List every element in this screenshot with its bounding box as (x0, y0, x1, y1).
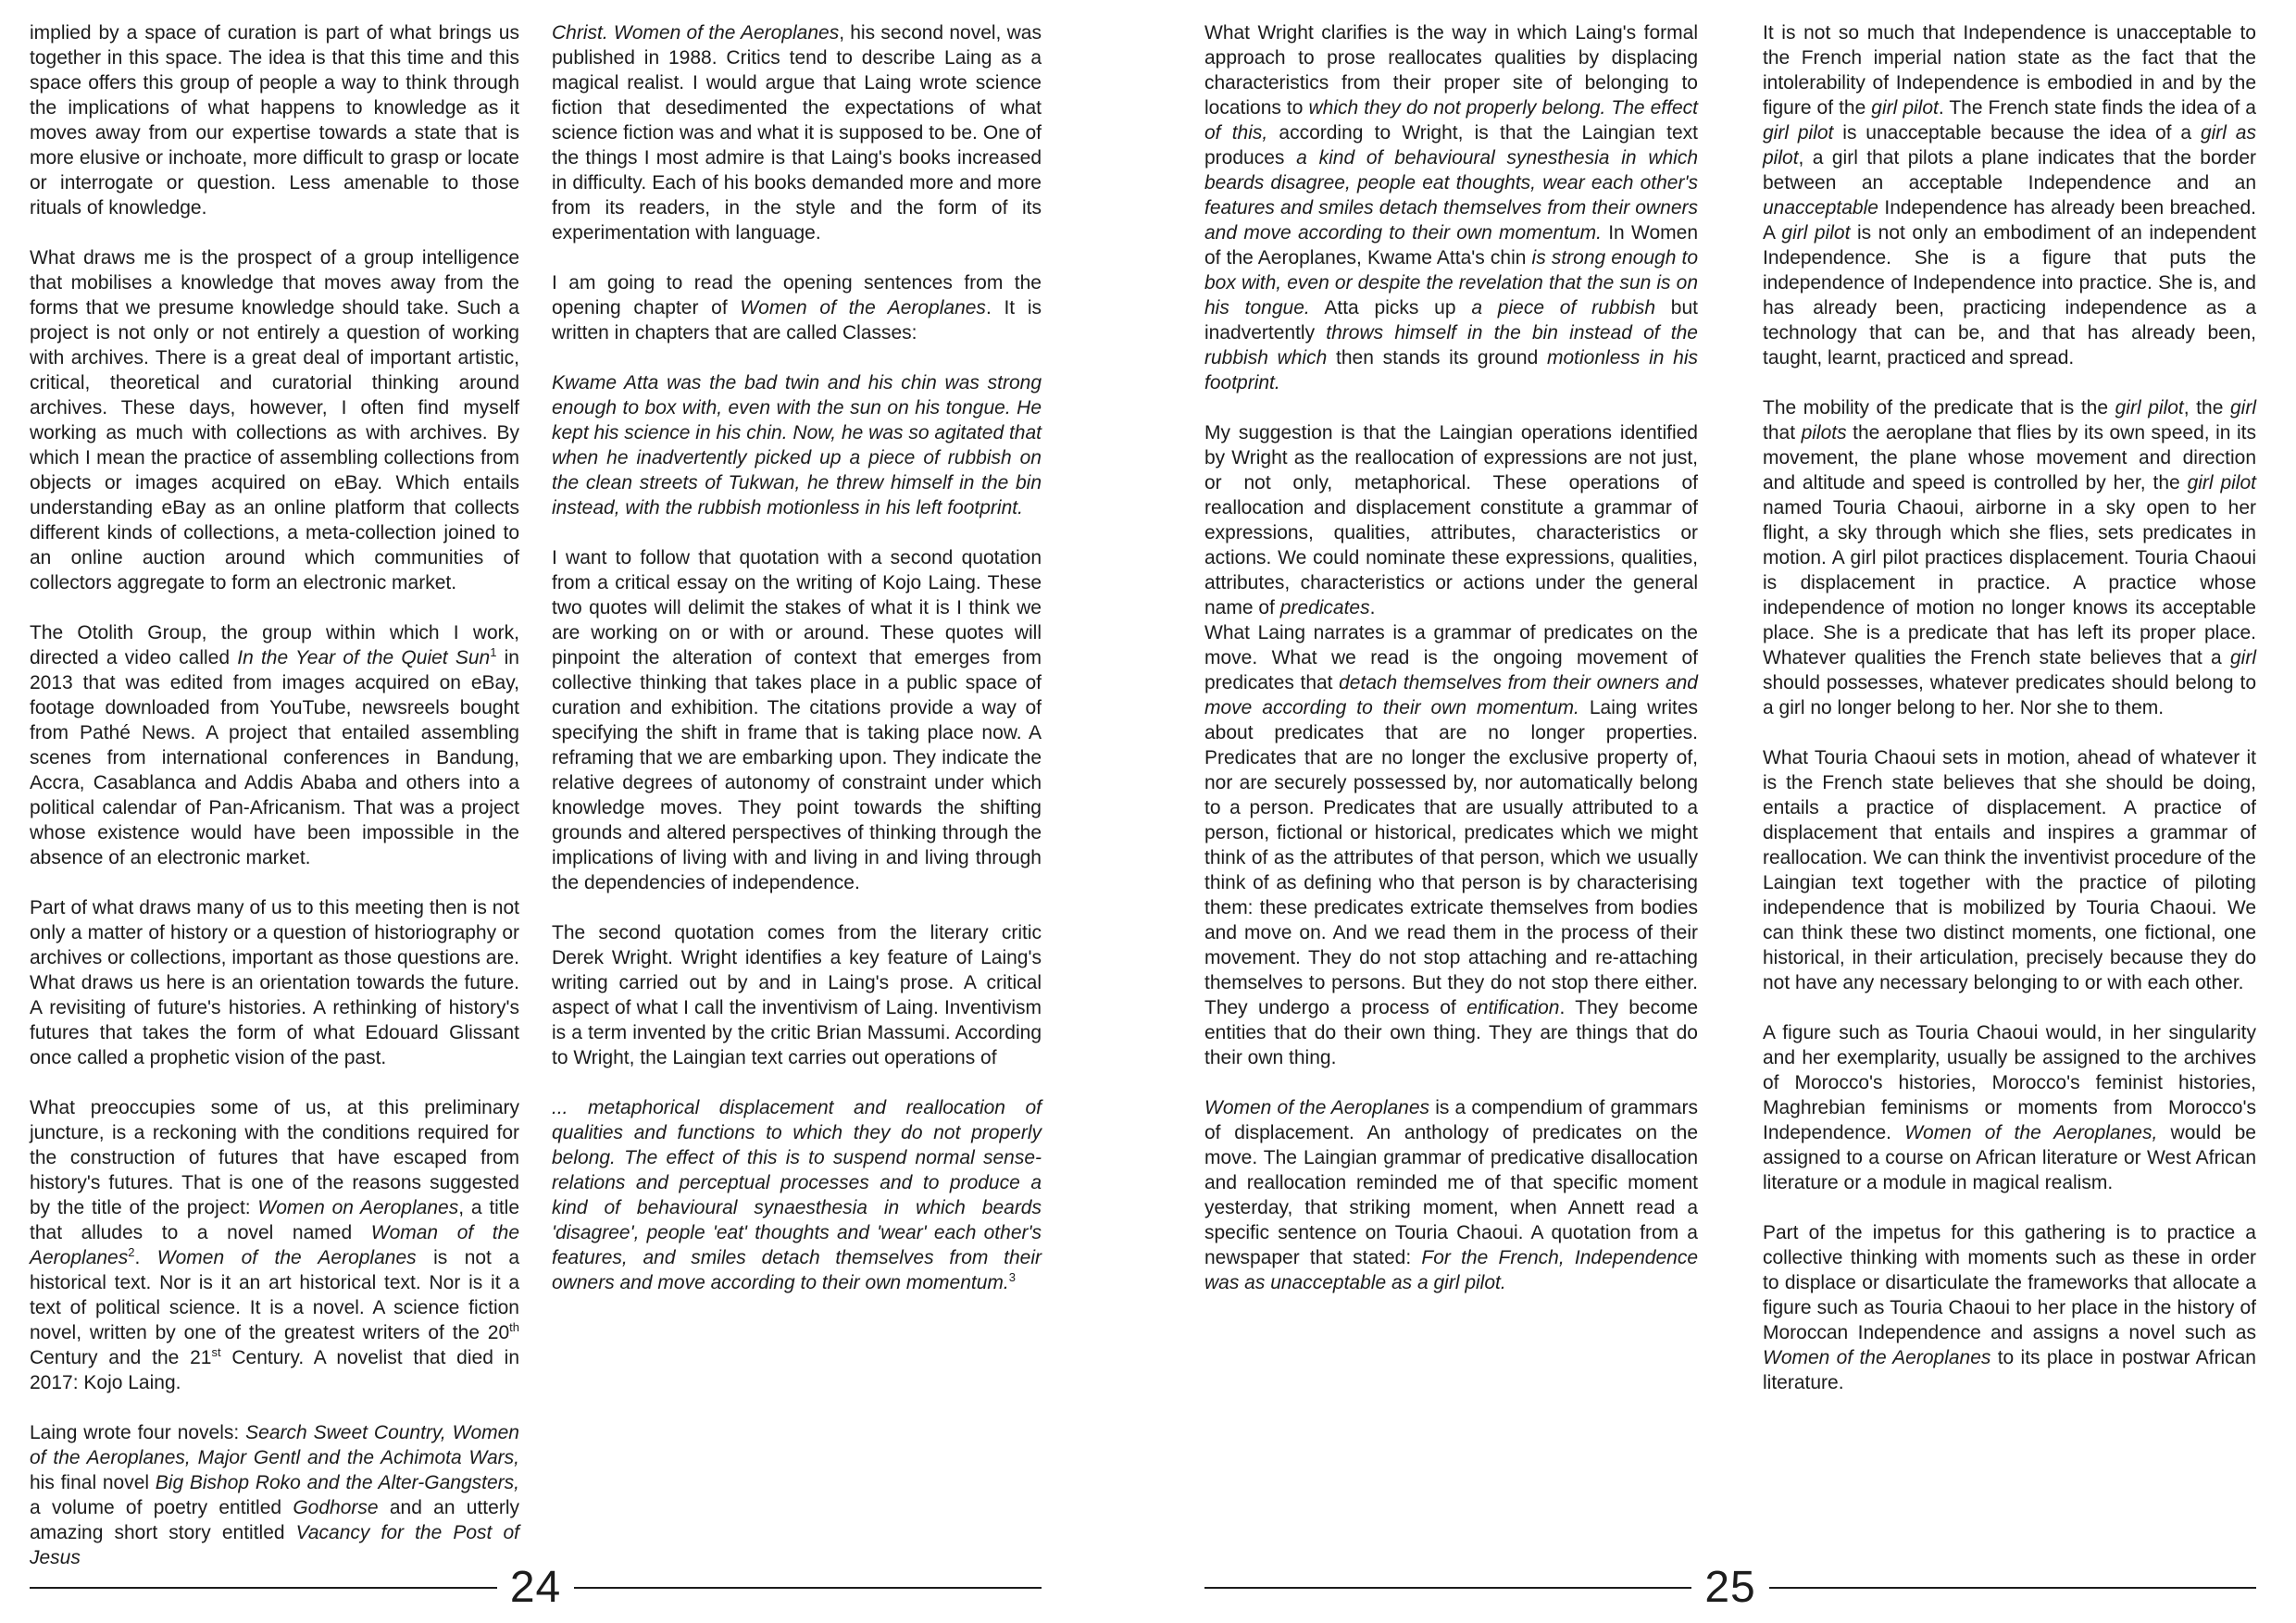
page-25 (1204, 20, 2256, 1623)
text-column-2 (552, 20, 1042, 1570)
paragraph: Part of the impetus for this gathering is to practice a collective thinking with moments such as these in order to displace or disarticulate the frameworks that allocate a figure such as Touria Chaoui to her place in the history of Moroccan Independence and assigns a novel such as Women of the Aeroplanes to its place in postwar African literature. (1763, 1222, 2256, 1393)
paragraph: What Touria Chaoui sets in motion, ahead of whatever it is the French state believes that she should be doing, entails a practice of displacement. A practice of displacement that entails and inspires a grammar of reallocation. We can think the inventivist procedure of the Laingian text together with the practice of piloting independence that is mobilized by Touria Chaoui. We can think these two distinct moments, one fictional, one historical, in their articulation, precisely because they do not have any necessary belonging to or with each other. (1763, 747, 2256, 993)
page-number: 25 (1704, 1563, 1756, 1612)
footer-rule-right (574, 1587, 1042, 1589)
paragraph: The Otolith Group, the group within which I work, directed a video called In the Year of the Quiet Sun$^1$ in 2013 that was edited from images acquired on eBay, footage downloaded from YouTube, newsreels bought from Pathé News. A project that entailed assembling scenes from international conferences in Bandung, Accra, Casablanca and Addis Ababa and others into a political calendar of Pan-Africanism. That was a project whose existence would have been impossible in the absence of an electronic market. (30, 622, 519, 868)
footer-rule-right (1769, 1587, 2256, 1589)
paragraph: What draws me is the prospect of a group intelligence that mobilises a knowledge that moves away from the forms that we presume knowledge should take. Such a project is not only or not entirely a question of working with archives. There is a great deal of important artistic, critical, theoretical and curatorial thinking around archives. These days, however, I often find myself working as much with collections as with archives. By which I mean the practice of assembling collections from objects or images acquired on eBay. Which entails understanding eBay as an online platform that collects different kinds of collections, a meta-collection joined to an online auction around which communities of collectors aggregate to form an electronic market. (30, 247, 519, 593)
paragraph: ... metaphorical displacement and reallocation of qualities and functions to which they do not properly belong. The effect of this is to suspend normal sense-relations and perceptual processes and to produce a kind of behavioural synaesthesia in which beards 'disagree', people 'eat' thoughts and 'wear' each other's features, and smiles detach themselves from their owners and move according to their own momentum.$^3$ (552, 1097, 1042, 1293)
footer-rule-left (1204, 1587, 1691, 1589)
paragraph: The mobility of the predicate that is the girl pilot, the girl that pilots the aeroplane that flies by its own speed, in its movement, the plane whose movement and direction and altitude and speed is controlled by her, the girl pilot named Touria Chaoui, airborne in a sky open to her flight, a sky through which she flies, sets predicates in motion. A girl pilot practices displacement. Touria Chaoui is displacement in practice. A practice whose independence of motion no longer knows its acceptable place. She is a predicate that has left its proper place. Whatever qualities the French state believes that a girl should possesses, whatever predicates should belong to a girl no longer belong to her. Nor she to them. (1763, 397, 2256, 718)
paragraph: Part of what draws many of us to this meeting then is not only a matter of history or a question of historiography or archives or collections, important as those questions are. What draws us here is an orientation towards the future. A revisiting of future's histories. A rethinking of history's futures that takes the form of what Edouard Glissant once called a prophetic vision of the past. (30, 897, 519, 1068)
page-24-footer (30, 1563, 1042, 1612)
paragraph: I am going to read the opening sentences from the opening chapter of Women of the Aeroplanes. It is written in chapters that are called Classes: (552, 272, 1042, 343)
paragraph: It is not so much that Independence is unacceptable to the French imperial nation state as the fact that the intolerability of Independence is embodied in and by the figure of the girl pilot. The French state finds the idea of a girl pilot is unacceptable because the idea of a girl as pilot, a girl that pilots a plane indicates that the border between an acceptable Independence and an unacceptable Independence has already been breached. A girl pilot is not only an embodiment of an independent Independence. She is a figure that puts the independence of Independence into practice. She is, and has already been, practicing independence as a technology that can be, and that has already been, taught, learnt, practiced and spread. (1763, 22, 2256, 368)
page-25-columns (1204, 20, 2256, 1395)
page-25-footer (1204, 1563, 2256, 1612)
text-column-3 (1204, 20, 1698, 1395)
paragraph: What preoccupies some of us, at this preliminary juncture, is a reckoning with the conditions required for the construction of futures that have escaped from history's futures. That is one of the reasons suggested by the title of the project: Women on Aeroplanes, a title that alludes to a novel named Woman of the Aeroplanes$^2$. Women of the Aeroplanes is not a historical text. Nor is it an art historical text. Nor is it a text of political science. It is a novel. A science fiction novel, written by one of the greatest writers of the 20th Century and the 21st Century. A novelist that died in 2017: Kojo Laing. (30, 1097, 520, 1393)
paragraph: A figure such as Touria Chaoui would, in her singularity and her exemplarity, usually be assigned to the archives of Morocco's histories, Morocco's feminist histories, Maghrebian feminisms or moments from Morocco's Independence. Women of the Aeroplanes, would be assigned to a course on African literature or West African literature or a module in magical realism. (1763, 1022, 2256, 1193)
text-column-1 (30, 20, 519, 1570)
page-24-columns (30, 20, 1042, 1570)
paragraph: The second quotation comes from the literary critic Derek Wright. Wright identifies a key feature of Laing's writing carried out by and in Laing's prose. A critical aspect of what I call the inventivism of Laing. Inventivism is a term invented by the critic Brian Massumi. According to Wright, the Laingian text carries out operations of (552, 922, 1042, 1068)
paragraph: Kwame Atta was the bad twin and his chin was strong enough to box with, even with the sun on his tongue. He kept his science in his chin. Now, he was so agitated that when he inadvertently picked up a piece of rubbish on the clean streets of Tukwan, he threw himself in the bin instead, with the rubbish motionless in his left footprint. (552, 372, 1042, 518)
paragraph: What Wright clarifies is the way in which Laing's formal approach to prose reallocates qualities by displacing characteristics from their proper site of belonging to locations to which they do not properly belong. The effect of this, according to Wright, is that the Laingian text produces a kind of behavioural synesthesia in which beards disagree, people eat thoughts, wear each other's features and smiles detach themselves from their owners and move according to their own momentum. In Women of the Aeroplanes, Kwame Atta's chin is strong enough to box with, even or despite the revelation that the sun is on his tongue. Atta picks up a piece of rubbish but inadvertently throws himself in the bin instead of the rubbish which then stands its ground motionless in his footprint. (1204, 22, 1699, 393)
paragraph: I want to follow that quotation with a second quotation from a critical essay on the writing of Kojo Laing. These two quotes will delimit the stakes of what it is I think we are working on or with or around. These quotes will pinpoint the alteration of context that emerges from collective thinking that takes place in a public space of curation and exhibition. The citations provide a way of specifying the shift in frame that is taking place now. A reframing that we are embarking upon. They indicate the relative degrees of autonomy of constraint under which knowledge moves. They point towards the shifting grounds and altered perspectives of thinking through the implications of living with and living in and living through the dependencies of independence. (552, 547, 1042, 893)
paragraph: Laing wrote four novels: Search Sweet Country, Women of the Aeroplanes, Major Gentl and the Achimota Wars, his final novel Big Bishop Roko and the Alter-Gangsters, a volume of poetry entitled Godhorse and an utterly amazing short story entitled Vacancy for the Post of Jesus (30, 1422, 519, 1568)
page-24 (30, 20, 1042, 1623)
paragraph: Christ. Women of the Aeroplanes, his second novel, was published in 1988. Critics tend to describe Laing as a magical realist. I would argue that Laing wrote science fiction that desedimented the expectations of what science fiction was and what it is supposed to be. One of the things I most admire is that Laing's books increased in difficulty. Each of his books demanded more and more from its readers, in the style and the form of its experimentation with language. (552, 22, 1042, 243)
footer-rule-left (30, 1587, 497, 1589)
paragraph: My suggestion is that the Laingian operations identified by Wright as the reallocation of expressions are not just, or not only, metaphorical. These operations of reallocation and displacement constitute a grammar of expressions, qualities, attributes, characteristics or actions. We could nominate these expressions, qualities, attributes, characteristics or actions under the general name of predicates. What Laing narrates is a grammar of predicates on the move. What we read is the ongoing movement of predicates that detach themselves from their owners and move according to their own momentum. Laing writes about predicates that are no longer properties. Predicates that are no longer the exclusive property of, nor are securely possessed by, nor automatically belong to a person. Predicates that are usually attributed to a person, fictional or historical, predicates which we might think of as the attributes of that person, which we usually think of as defining who that person is by characterising them: these predicates extricate themselves from bodies and move on. And we read them in the process of their movement. They do not stop attaching and re-attaching themselves to persons. But they do not stop there either. They undergo a process of entification. They become entities that do their own thing. They are things that do their own thing. (1204, 422, 1698, 1068)
page-number: 24 (509, 1563, 562, 1612)
text-column-4 (1763, 20, 2256, 1395)
paragraph: implied by a space of curation is part of what brings us together in this space. The idea is that this time and this space offers this group of people a way to think through the implications of what happens to knowledge as it moves away from our expertise towards a state that is more elusive or inchoate, more difficult to grasp or locate or interrogate or question. Less amenable to those rituals of knowledge. (30, 22, 519, 218)
paragraph: Women of the Aeroplanes is a compendium of grammars of displacement. An anthology of predicates on the move. The Laingian grammar of predicative disallocation and reallocation reminded me of that specific moment yesterday, that striking moment, when Annett read a specific sentence on Touria Chaoui. A quotation from a newspaper that stated: For the French, Independence was as unacceptable as a girl pilot. (1204, 1097, 1699, 1293)
